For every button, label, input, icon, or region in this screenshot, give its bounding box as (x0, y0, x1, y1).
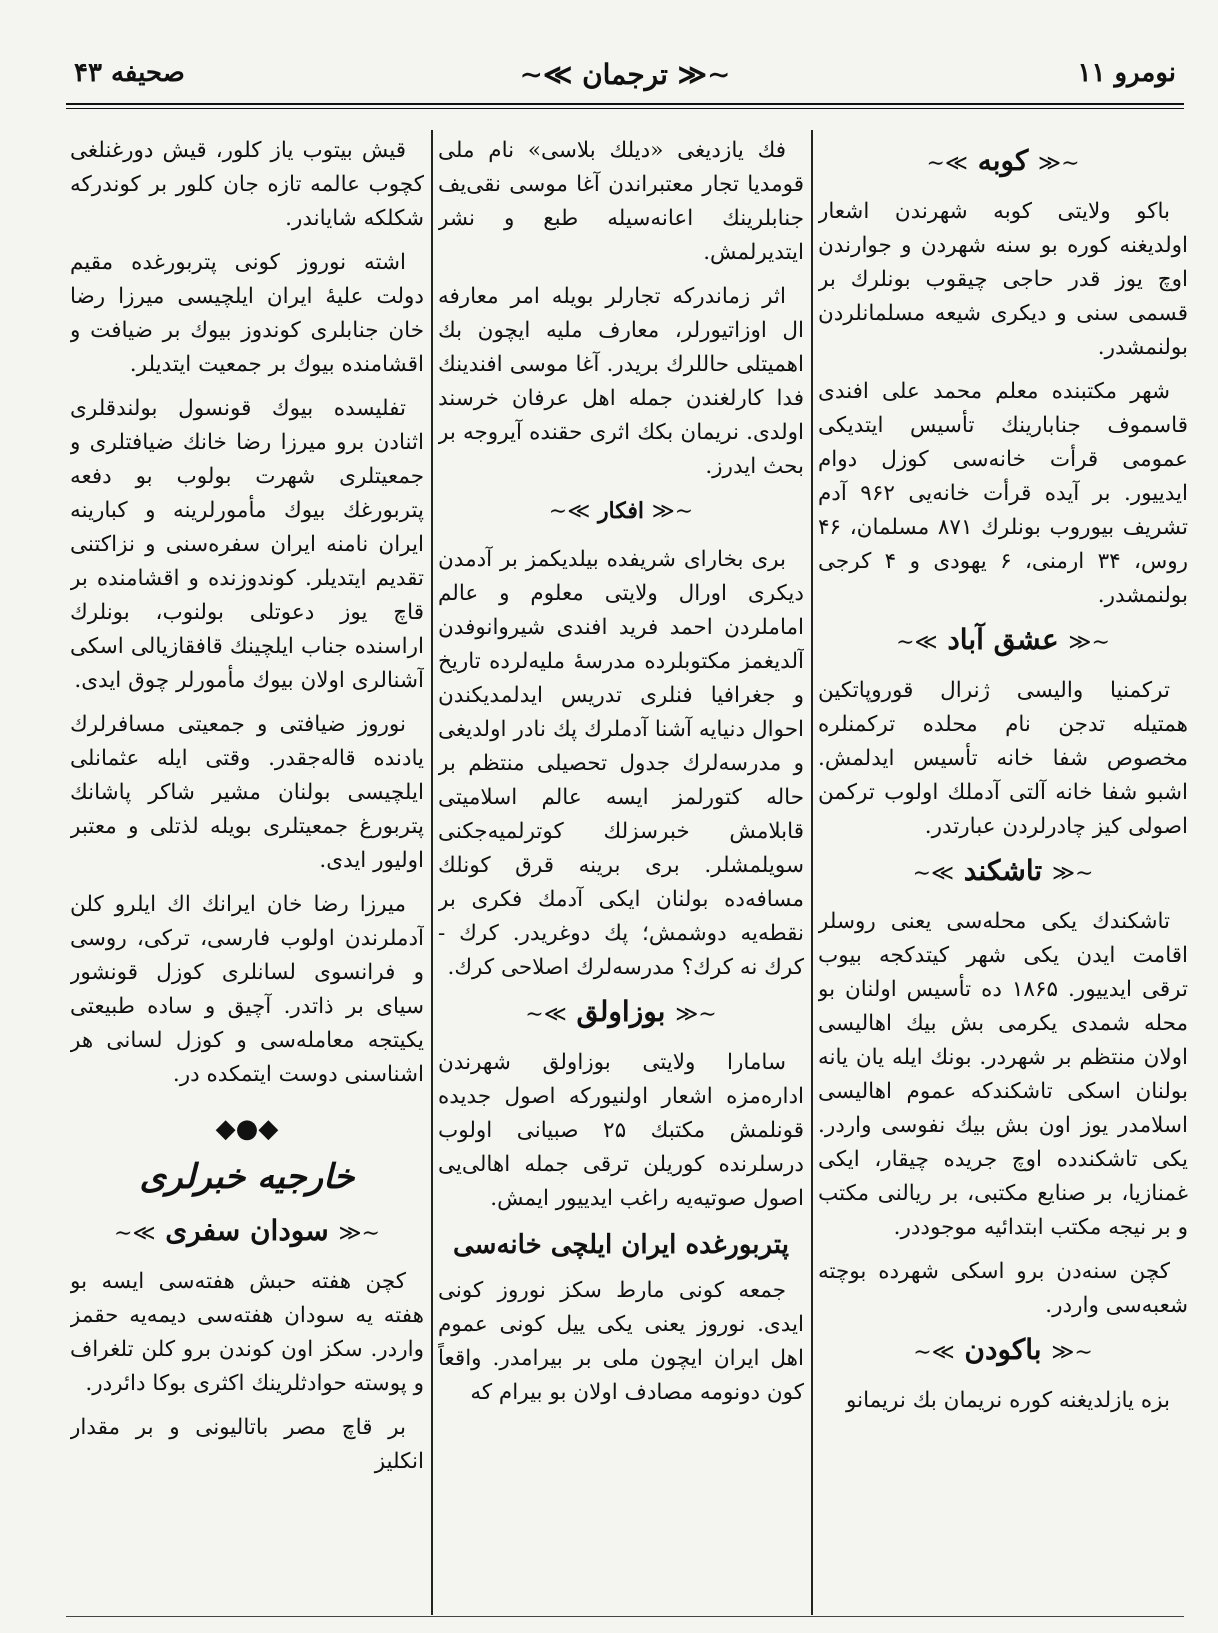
issue-number: نومرو ۱۱ (1077, 58, 1176, 88)
ornament-icon: ≫∽ (912, 861, 955, 886)
page-number: صحیفه ۴۳ (74, 58, 185, 88)
heading-text: بوزاولق (576, 995, 666, 1028)
section-title: خارجیه خبرلری (139, 1157, 355, 1197)
paragraph: اشته نوروز کونی پتربورغده مقیم دولت علیهٔ ایران ایلچیسی میرزا رضا خان جنابلری کوندوز بیوك بر ضیافت و اقشامنده بیوك بر جمعیت ایتدیلر. (70, 250, 424, 377)
paragraph: تفلیسده بیوك قونسول بولندقلری اثنادن برو میرزا رضا خانك ضیافتلری و جمعیتلری شهرت بولوب بو دفعه پتربورغك بیوك مأمورلرینه و کبارینه ایران نامنه ایران سفره‌سنی و نزاکتنی تقدیم ایتدیلر. کوندوزنده و اقشامنده بر قاچ یوز دعوتلی بولنوب، بونلرك اراسنده جناب ایلچینك قافقازیالی اسکی آشنالری اولان بیوك مأمورلر چوق ایدی. (70, 396, 424, 693)
ornament-left-icon: ∽≪ (677, 58, 731, 91)
section-heading (438, 494, 804, 529)
ornament-icon: ≫∽ (926, 151, 968, 176)
paragraph: تاشکندك یکی محله‌سی یعنی روسلر اقامت ایدن یکی شهر کیتدکجه بیوب ترقی ایدییور. ۱۸۶۵ ده تأسیس اولنان بو محله شمدی یکرمی بش بیك اهالیسی اولان منتظم بر شهردر. بونك ایله یان یانه بولنان اسکی تاشکندکه عموم اهالیسی اسلامدر یوز اون بش بیك نفوسی واردر. یکی تاشکندده اوچ جریده چیقار، ایکی غمنازیا، بر صنایع مکتبی، بر ریالنی مکتب و بر نیجه مکتب ابتدائیه موجوددر. (818, 909, 1188, 1240)
heading-text: باکودن (964, 1333, 1042, 1366)
heading-text: افکار (597, 498, 645, 524)
paragraph: فك یازدیغی «دیلك بلاسی» نام ملی قومدیا تجار معتبراندن آغا موسی نقی‌یف جنابلرینك اعانه‌سیله طبع و نشر ایتدیرلمش. (438, 138, 804, 265)
header-rule-thin (66, 108, 1184, 109)
paragraph: سامارا ولایتی بوزاولق شهرندن اداره‌مزه اشعار اولنیورکه اصول جدیده قونلمش مکتبك ۲۵ صبیانی اولوب درسلرنده کوریلن ترقی جمله اهالی‌یی اصول صوتیه‌یه راغب ایدییور ایمش. (438, 1050, 804, 1211)
column-right (818, 134, 1188, 1613)
section-heading (818, 144, 1188, 181)
column-middle (438, 134, 804, 1613)
heading-text: کوبه (977, 144, 1029, 177)
paragraph: ترکمنیا والیسی ژنرال قوروپاتکین همتیله تدجن نام محلده ترکمنلره مخصوص شفا خانه تأسیس ایدلمش. اشبو شفا خانه آلتی آدملك اولوب ترکمن اصولی کیز چادرلردن عبارتدر. (818, 678, 1188, 839)
ornament-icon: ≫∽ (114, 1221, 156, 1246)
paragraph: کچن هفته حبش هفته‌سی ایسه بو هفته یه سودان هفته‌سی دیمه‌یه حقمز واردر. سکز اون کوندن برو کلن تلغراف و پوسته حوادثلرینك اکثری بوکا دائردر. (70, 1269, 424, 1396)
section-heading (70, 1214, 424, 1251)
paragraph: باکو ولایتی کوبه شهرندن اشعار اولدیغنه کوره بو سنه شهردن و جوارندن اوچ یوز قدر حاجی چیقوب بونلرك بر قسمی سنی و دیکری شیعه مسلمانلردن بولنمشدر. (818, 199, 1188, 360)
heading-text: عشق آباد (947, 623, 1059, 656)
paragraph: جمعه کونی مارط سکز نوروز کونی ایدی. نوروز یعنی یکی ییل کونی عموم اهل ایران ایچون ملی بر بیرامدر. واقعاً کون دونومه مصادف اولان بو بیرام که (438, 1278, 804, 1405)
paragraph: نوروز ضیافتی و جمعیتی مسافرلرك یادنده قاله‌جقدر. وقتی ایله عثمانلی ایلچیسی بولنان مشیر شاکر پاشانك پتربورغ جمعیتلری بویله لذتلی و معتبر اولیور ایدی. (70, 712, 424, 873)
section-heading (818, 623, 1188, 660)
ornament-icon: ∽≪ (1051, 861, 1094, 886)
paragraph: میرزا رضا خان ایرانك اك ایلرو کلن آدملرندن اولوب فارسی، ترکی، روسی و فرانسوی لسانلری کوزل قونشور سیای بر ذاتدر. آچیق و ساده طبیعتی یکیتجه معامله‌سی و کوزل لسانی هر اشناسنی دوست ایتمکده در. (70, 892, 424, 1087)
column-divider (431, 130, 433, 1615)
header-rule (66, 103, 1184, 105)
paragraph: بزه یازلدیغنه کوره نریمان بك نریمانو (845, 1388, 1170, 1413)
ornament-right-icon: ≫∽ (519, 58, 573, 91)
heading-text: سودان سفری (165, 1214, 329, 1247)
paragraph: اثر زماندرکه تجارلر بویله امر معارفه ال اوزاتیورلر، معارف ملیه ایچون بك اهمیتلی حاللرك بریدر. آغا موسی افندینك فدا کارلغندن جمله اهل عرفان خرسند اولدی. نریمان بکك اثری حقنده آیروجه بر بحث ایدرز. (438, 284, 804, 479)
paragraph: بری بخارای شریفده بیلدیکمز بر آدمدن دیکری اورال ولایتی معلوم و عالم اماملردن احمد فرید افندی شیروانوفدن آلدیغمز مکتوبلرده مدرسهٔ ملیه‌لرده تاریخ و جغرافیا فنلری تدریس ایدلمدیکندن احوال دنیایه آشنا آدملرك پك نادر اولدیغی و مدرسه‌لرك جدول تحصیلی منتظم بر حاله کتورلمز ایسه عالم اسلامیتی قابلامش خبرسزلك کوترلمیه‌جکنی سویلمشلر. بری برینه قرق کونلك مسافه‌ده بولنان ایکی آدمك فکری بر نقطه‌یه دوشمش؛ پك دوغریدر. کرك - کرك نه کرك؟ مدرسه‌لرك اصلاحی کرك. (438, 547, 804, 980)
ornament-icon: ≫∽ (548, 499, 591, 524)
ornament-icon: ∽≪ (1068, 630, 1110, 655)
masthead-title (520, 58, 731, 91)
column-divider (811, 130, 813, 1615)
section-heading (438, 995, 804, 1032)
paragraph: قیش بیتوب یاز کلور، قیش دورغنلغی کچوب عالمه تازه جان کلور بر کوندرکه شکلکه شایاندر. (70, 138, 424, 231)
paragraph: کچن سنه‌دن برو اسکی شهرده بوچته شعبه‌سی واردر. (818, 1259, 1188, 1318)
page-header (66, 56, 1184, 102)
divider-ornament-icon: ◆●◆ (215, 1114, 279, 1144)
ornament-icon: ∽≪ (675, 1002, 717, 1027)
ornament-icon: ∽≪ (651, 499, 694, 524)
section-heading (818, 854, 1188, 891)
ornament-icon: ∽≪ (1038, 151, 1080, 176)
ornament-icon: ∽≪ (1051, 1340, 1093, 1365)
article-title: پتربورغده ایران ایلچی خانه‌سی (453, 1230, 789, 1260)
ornament-icon: ≫∽ (896, 630, 938, 655)
paragraph: بر قاچ مصر باتالیونی و بر مقدار انکلیز (70, 1415, 424, 1474)
paragraph: شهر مکتبنده معلم محمد علی افندی قاسموف جنابارینك تأسیس ایتدیکی عمومی قرأت خانه‌سی کوزل دوام ایدییور. بر آیده قرأت خانه‌یی ۹۶۲ آدم تشریف بیوروب بونلرك ۸۷۱ مسلمان، ۴۶ روس، ۳۴ ارمنی، ۶ یهودی و ۴ کرجی بولنمشدر. (818, 379, 1188, 608)
column-left (70, 134, 424, 1613)
heading-text: تاشکند (963, 854, 1043, 887)
section-heading (818, 1333, 1188, 1370)
bottom-rule (66, 1616, 1184, 1617)
ornament-icon: ≫∽ (525, 1002, 567, 1027)
newspaper-name: ترجمان (582, 58, 668, 91)
ornament-icon: ∽≪ (338, 1221, 380, 1246)
ornament-icon: ≫∽ (913, 1340, 955, 1365)
